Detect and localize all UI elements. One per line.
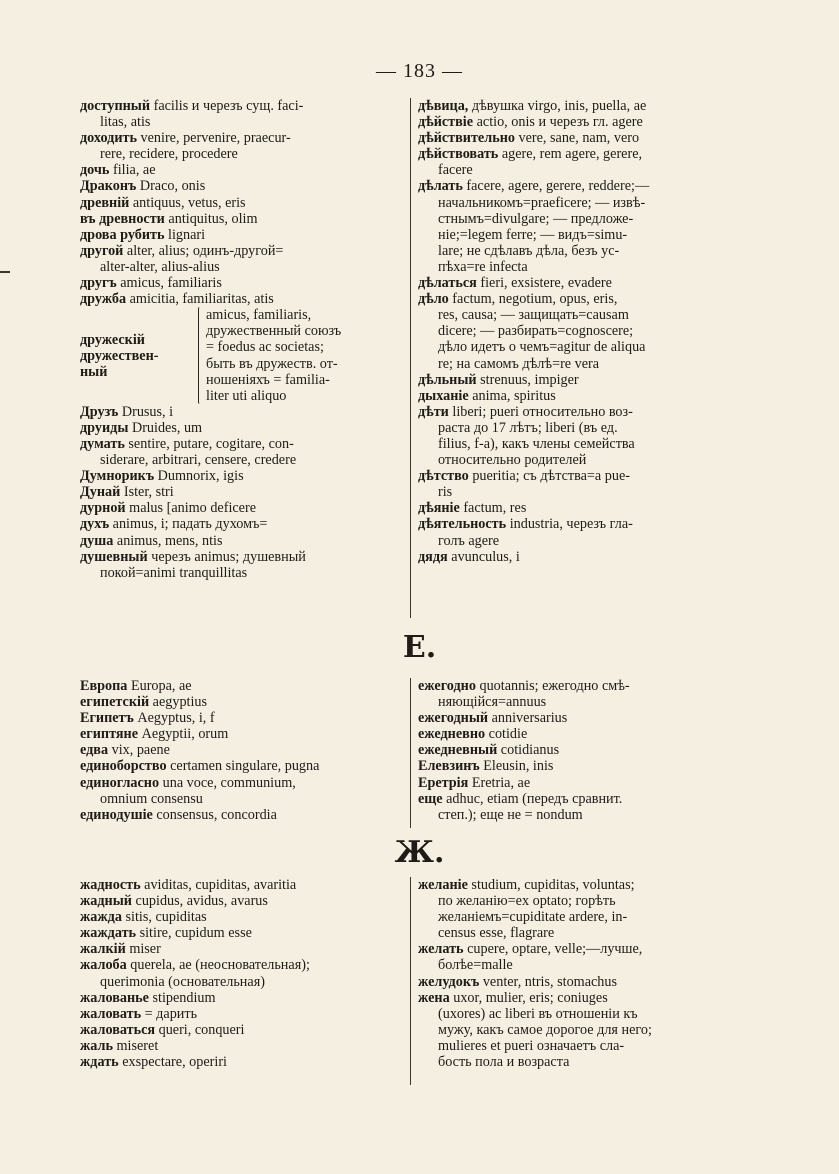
definition: stipendium bbox=[148, 989, 216, 1006]
headword: дѣло bbox=[418, 291, 449, 308]
dictionary-entry bbox=[80, 1006, 410, 1022]
dictionary-entry bbox=[80, 775, 408, 807]
definition: consensus, concordia bbox=[152, 806, 277, 823]
dictionary-entry bbox=[80, 404, 406, 420]
definition-continuation: re; на самомъ дѣлѣ=re vera bbox=[438, 355, 600, 372]
headword: египетскій bbox=[80, 694, 150, 711]
dictionary-entry bbox=[418, 877, 748, 941]
definition: дружественный союзъ bbox=[206, 323, 342, 340]
definition: animus, mens, ntis bbox=[113, 532, 223, 549]
dictionary-entry bbox=[418, 974, 748, 990]
column-divider bbox=[410, 877, 411, 1085]
headword: дыханіе bbox=[418, 387, 469, 404]
column-e-right bbox=[418, 678, 748, 823]
definition: aviditas, cupiditas, avaritia bbox=[140, 877, 297, 893]
dictionary-entry bbox=[418, 404, 748, 468]
definition: facilis и черезъ сущ. faci- bbox=[150, 98, 304, 114]
headword: единодушіе bbox=[80, 806, 153, 823]
definition: vere, sane, nam, vero bbox=[514, 130, 640, 147]
dictionary-entry bbox=[418, 388, 748, 404]
section-letter-zh: Ж. bbox=[394, 835, 445, 870]
dictionary-entry bbox=[80, 291, 406, 307]
definition: Dumnorix, igis bbox=[154, 468, 244, 485]
column-zh-right bbox=[418, 877, 748, 1070]
definition-continuation: dicere; — разбирать=cognoscere; bbox=[438, 323, 634, 340]
definition-continuation: няющійся=annuus bbox=[438, 694, 547, 711]
column-d-left bbox=[80, 98, 406, 581]
dictionary-entry bbox=[418, 275, 748, 291]
definition: cupidus, avidus, avarus bbox=[131, 893, 268, 910]
headword: жаловаться bbox=[80, 1021, 156, 1038]
headword: еще bbox=[418, 790, 443, 807]
dictionary-entry bbox=[80, 420, 406, 436]
column-divider bbox=[410, 98, 411, 618]
headword: жалкій bbox=[80, 941, 126, 958]
headword: Драконъ bbox=[80, 178, 137, 195]
headword: Дунай bbox=[80, 484, 121, 501]
column-d-right bbox=[418, 98, 748, 565]
definition: querela, ae (неосновательная); bbox=[126, 957, 310, 974]
dictionary-entry bbox=[80, 227, 406, 243]
definition-continuation: mulieres et pueri означаетъ сла- bbox=[438, 1037, 625, 1054]
section-letter-e: Е. bbox=[402, 630, 437, 665]
headword: Елевзинъ bbox=[418, 758, 480, 775]
definition-continuation: относительно родителей bbox=[438, 452, 587, 469]
dictionary-entry bbox=[80, 941, 410, 957]
definition: Druides, um bbox=[128, 419, 203, 436]
headword: египтяне bbox=[80, 726, 139, 743]
definition: Draco, onis bbox=[136, 178, 206, 195]
headword: дѣйствительно bbox=[418, 130, 515, 147]
definition-continuation: querimonia (основательная) bbox=[100, 973, 265, 990]
dictionary-entry bbox=[80, 758, 408, 774]
dictionary-entry bbox=[80, 130, 406, 162]
dictionary-entry bbox=[80, 909, 410, 925]
dictionary-entry bbox=[80, 549, 406, 581]
headword: ежедневный bbox=[418, 742, 498, 759]
definition: animus, i; падать духомъ= bbox=[109, 516, 268, 533]
definition-continuation: начальникомъ=praeficere; — извѣ- bbox=[438, 194, 646, 211]
definition: Aegyptus, i, f bbox=[133, 710, 215, 727]
dictionary-entry bbox=[80, 726, 408, 742]
headword: друиды bbox=[80, 419, 129, 436]
definition: cotidianus bbox=[497, 742, 560, 759]
definition-continuation: rere, recidere, procedere bbox=[100, 146, 238, 163]
column-e-left bbox=[80, 678, 408, 823]
definition-continuation: мужу, какъ самое дорогое для него; bbox=[438, 1021, 652, 1038]
headword: Европа bbox=[80, 678, 128, 694]
dictionary-entry bbox=[80, 484, 406, 500]
dictionary-entry bbox=[418, 710, 748, 726]
definition: sentire, putare, cogitare, con- bbox=[124, 435, 294, 452]
definition: factum, res bbox=[459, 500, 527, 517]
definition: быть въ дружеств. от- bbox=[206, 355, 338, 372]
column-divider bbox=[410, 678, 411, 828]
headword: древній bbox=[80, 194, 130, 211]
definition: adhuc, etiam (передъ сравнит. bbox=[442, 790, 623, 807]
definition: venire, pervenire, praecur- bbox=[136, 130, 291, 147]
dictionary-entry bbox=[80, 925, 410, 941]
dictionary-entry bbox=[80, 742, 408, 758]
dictionary-entry bbox=[418, 114, 748, 130]
headword: душа bbox=[80, 532, 114, 549]
headword: единогласно bbox=[80, 774, 160, 791]
definition-continuation: по желанію=ex optato; горѣть bbox=[438, 893, 616, 910]
dictionary-entry bbox=[418, 130, 748, 146]
definition: exspectare, operiri bbox=[118, 1054, 227, 1071]
dictionary-entry bbox=[418, 549, 748, 565]
definition: cotidie bbox=[485, 726, 528, 743]
dictionary-entry bbox=[80, 162, 406, 178]
dictionary-entry bbox=[418, 990, 748, 1070]
dictionary-entry bbox=[80, 678, 408, 694]
dictionary-entry bbox=[80, 98, 406, 130]
definition: actio, onis и черезъ гл. agere bbox=[473, 114, 643, 131]
headword: дѣтство bbox=[418, 468, 469, 485]
headword: жена bbox=[418, 989, 450, 1006]
definition: vix, paene bbox=[108, 742, 170, 759]
dictionary-entry bbox=[80, 694, 408, 710]
column-zh-left bbox=[80, 877, 410, 1070]
dictionary-entry bbox=[418, 500, 748, 516]
definition-continuation: дѣло идетъ о чемъ=agitur de aliqua bbox=[438, 339, 646, 356]
headword: ежегодно bbox=[418, 678, 476, 694]
headword: единоборство bbox=[80, 758, 167, 775]
headword: думать bbox=[80, 435, 125, 452]
definition: quotannis; ежегодно смѣ- bbox=[475, 678, 630, 694]
definition: Eretria, ae bbox=[468, 774, 531, 791]
definition: Europa, ae bbox=[127, 678, 192, 694]
headword: дурной bbox=[80, 500, 126, 517]
definition-continuation: стнымъ=divulgare; — предложе- bbox=[438, 210, 634, 227]
headword: дѣлать bbox=[418, 178, 463, 195]
dictionary-entry bbox=[80, 468, 406, 484]
margin-mark bbox=[0, 271, 10, 273]
brace-mark bbox=[198, 307, 200, 404]
headword: желудокъ bbox=[418, 973, 480, 990]
headword: желать bbox=[418, 941, 464, 958]
definition: miser bbox=[125, 941, 161, 958]
dictionary-entry bbox=[80, 957, 410, 989]
dictionary-entry bbox=[80, 436, 406, 468]
definition-continuation: filius, f-a), какъ члены семейства bbox=[438, 435, 635, 452]
headword: въ древности bbox=[80, 210, 165, 227]
dictionary-entry bbox=[418, 372, 748, 388]
definition: una voce, communium, bbox=[159, 774, 296, 791]
dictionary-entry bbox=[80, 877, 410, 893]
definition: studium, cupiditas, voluntas; bbox=[467, 877, 635, 893]
dictionary-entry bbox=[80, 516, 406, 532]
headword: Еретрія bbox=[418, 774, 469, 791]
dictionary-entry bbox=[80, 893, 410, 909]
definition: ношеніяхъ = familia- bbox=[206, 371, 330, 388]
headword: дѣвица, bbox=[418, 98, 469, 114]
definition: = foedus ac societas; bbox=[206, 339, 324, 356]
definition-continuation: покой=animi tranquillitas bbox=[100, 564, 248, 581]
headword: жаловать bbox=[80, 1005, 142, 1022]
headword: желаніе bbox=[418, 877, 468, 893]
definition: liberi; pueri относительно воз- bbox=[448, 403, 633, 420]
headword: дѣлаться bbox=[418, 275, 477, 292]
definition-continuation: facere bbox=[438, 162, 473, 179]
definition: cupere, optare, velle;—лучше, bbox=[463, 941, 643, 958]
definition: facere, agere, gerere, reddere;— bbox=[462, 178, 650, 195]
brace-entry bbox=[80, 307, 406, 404]
definition: agere, rem agere, gerere, bbox=[498, 146, 643, 163]
definition: amicus, familiaris bbox=[116, 275, 222, 292]
definition-continuation: ris bbox=[438, 484, 453, 501]
headword: ежегодный bbox=[418, 710, 489, 727]
definition-continuation: болѣе=malle bbox=[438, 957, 513, 974]
headword: жалованье bbox=[80, 989, 149, 1006]
headword: едва bbox=[80, 742, 109, 759]
definition: Aegyptii, orum bbox=[138, 726, 229, 743]
dictionary-entry bbox=[418, 146, 748, 178]
dictionary-entry bbox=[418, 516, 748, 548]
definition: fieri, exsistere, evadere bbox=[476, 275, 612, 292]
definition: liter uti aliquo bbox=[206, 387, 287, 404]
definition-continuation: голъ agere bbox=[438, 532, 500, 549]
dictionary-entry bbox=[418, 791, 748, 823]
dictionary-entry bbox=[80, 178, 406, 194]
dictionary-entry bbox=[418, 941, 748, 973]
headword: ежедневно bbox=[418, 726, 486, 743]
definition: miseret bbox=[112, 1037, 159, 1054]
headword: жажда bbox=[80, 909, 122, 926]
definition: sitis, cupiditas bbox=[121, 909, 207, 926]
definition: = дарить bbox=[141, 1005, 198, 1022]
definition: amicitia, familiaritas, atis bbox=[126, 291, 274, 308]
dictionary-entry bbox=[418, 98, 748, 114]
headword: жалоба bbox=[80, 957, 127, 974]
definition: antiquus, vetus, eris bbox=[129, 194, 246, 211]
headword: доходить bbox=[80, 130, 137, 147]
definition: venter, ntris, stomachus bbox=[479, 973, 618, 990]
dictionary-entry bbox=[80, 1054, 410, 1070]
definition-continuation: раста до 17 лѣтъ; liberi (въ ед. bbox=[438, 419, 618, 436]
headword: дружескій bbox=[80, 331, 145, 348]
definition: uxor, mulier, eris; coniuges bbox=[449, 989, 608, 1006]
definition: malus [animo deficere bbox=[125, 500, 256, 517]
definition: anima, spiritus bbox=[468, 387, 556, 404]
definition: lignari bbox=[164, 226, 206, 243]
dictionary-entry bbox=[418, 291, 748, 371]
headword: дрова рубить bbox=[80, 226, 165, 243]
headword: духъ bbox=[80, 516, 110, 533]
headword: доступный bbox=[80, 98, 151, 114]
brace-headwords bbox=[80, 307, 198, 404]
headword: другъ bbox=[80, 275, 117, 292]
definition: queri, conqueri bbox=[155, 1021, 245, 1038]
definition: anniversarius bbox=[488, 710, 568, 727]
definition-continuation: res, causa; — защищать=causam bbox=[438, 307, 629, 324]
headword: дочь bbox=[80, 162, 110, 179]
headword: дядя bbox=[418, 548, 448, 565]
headword: душевный bbox=[80, 548, 148, 565]
dictionary-entry bbox=[80, 275, 406, 291]
dictionary-entry bbox=[80, 807, 408, 823]
headword: Друзъ bbox=[80, 403, 119, 420]
dictionary-entry bbox=[80, 533, 406, 549]
headword: жаждать bbox=[80, 925, 137, 942]
definition-continuation: (uxores) ac liberi въ отношеніи къ bbox=[438, 1005, 638, 1022]
definition-continuation: siderare, arbitrari, censere, credere bbox=[100, 452, 297, 469]
dictionary-entry bbox=[418, 775, 748, 791]
definition: filia, ae bbox=[109, 162, 156, 179]
dictionary-entry bbox=[80, 243, 406, 275]
headword: жадный bbox=[80, 893, 132, 910]
definition: antiquitus, olim bbox=[164, 210, 258, 227]
dictionary-entry bbox=[80, 990, 410, 1006]
dictionary-entry bbox=[80, 1038, 410, 1054]
dictionary-entry bbox=[80, 1022, 410, 1038]
dictionary-entry bbox=[418, 178, 748, 275]
definition: Drusus, i bbox=[118, 403, 174, 420]
definition: Ister, stri bbox=[120, 484, 174, 501]
headword: ждать bbox=[80, 1054, 119, 1071]
definition: pueritia; съ дѣтства=a pue- bbox=[468, 468, 630, 485]
definition: avunculus, i bbox=[447, 548, 520, 565]
definition-continuation: ніе;=legem ferre; — видъ=simu- bbox=[438, 226, 628, 243]
definition: factum, negotium, opus, eris, bbox=[448, 291, 618, 308]
definition: Eleusin, inis bbox=[479, 758, 554, 775]
headword: дѣльный bbox=[418, 371, 477, 388]
definition-continuation: желаніемъ=cupiditate ardere, in- bbox=[438, 909, 628, 926]
page-number: — 183 — bbox=[376, 60, 463, 82]
definition: amicus, familiaris, bbox=[206, 307, 312, 324]
headword: дѣти bbox=[418, 403, 449, 420]
definition: strenuus, impiger bbox=[476, 371, 579, 388]
definition-continuation: alter-alter, alius-alius bbox=[100, 258, 220, 275]
dictionary-entry bbox=[80, 211, 406, 227]
headword: дѣятельность bbox=[418, 516, 507, 533]
headword: ный bbox=[80, 363, 108, 380]
headword: дѣйствовать bbox=[418, 146, 499, 163]
dictionary-entry bbox=[80, 195, 406, 211]
definition: alter, alius; одинъ-другой= bbox=[123, 242, 284, 259]
definition-continuation: пѣха=re infecta bbox=[438, 258, 528, 275]
headword: другой bbox=[80, 242, 124, 259]
dictionary-entry bbox=[80, 500, 406, 516]
headword: Думнорикъ bbox=[80, 468, 155, 485]
definition: sitire, cupidum esse bbox=[136, 925, 252, 942]
headword: дѣяніе bbox=[418, 500, 460, 517]
headword: жаль bbox=[80, 1037, 113, 1054]
definition-continuation: степ.); еще не = nondum bbox=[438, 806, 583, 823]
definition-continuation: omnium consensu bbox=[100, 790, 203, 807]
definition-continuation: census esse, flagrare bbox=[438, 925, 555, 942]
definition: certamen singulare, pugna bbox=[166, 758, 320, 775]
definition-continuation: бость пола и возраста bbox=[438, 1054, 570, 1071]
definition: черезъ animus; душевный bbox=[147, 548, 306, 565]
headword: дѣйствіе bbox=[418, 114, 474, 131]
headword: жадность bbox=[80, 877, 141, 893]
headword: дружествен- bbox=[80, 347, 159, 364]
definition: aegyptius bbox=[149, 694, 208, 711]
dictionary-entry bbox=[418, 726, 748, 742]
dictionary-entry bbox=[418, 742, 748, 758]
definition-continuation: litas, atis bbox=[100, 114, 151, 131]
brace-definitions bbox=[206, 307, 406, 404]
definition: дѣвушка virgo, inis, puella, ae bbox=[468, 98, 647, 114]
dictionary-entry bbox=[418, 468, 748, 500]
headword: Египетъ bbox=[80, 710, 134, 727]
definition-continuation: lare; не сдѣлавъ дѣла, безъ ус- bbox=[438, 242, 620, 259]
dictionary-entry bbox=[418, 678, 748, 710]
definition: industria, черезъ гла- bbox=[506, 516, 633, 533]
headword: дружба bbox=[80, 291, 127, 308]
dictionary-entry bbox=[418, 758, 748, 774]
dictionary-entry bbox=[80, 710, 408, 726]
